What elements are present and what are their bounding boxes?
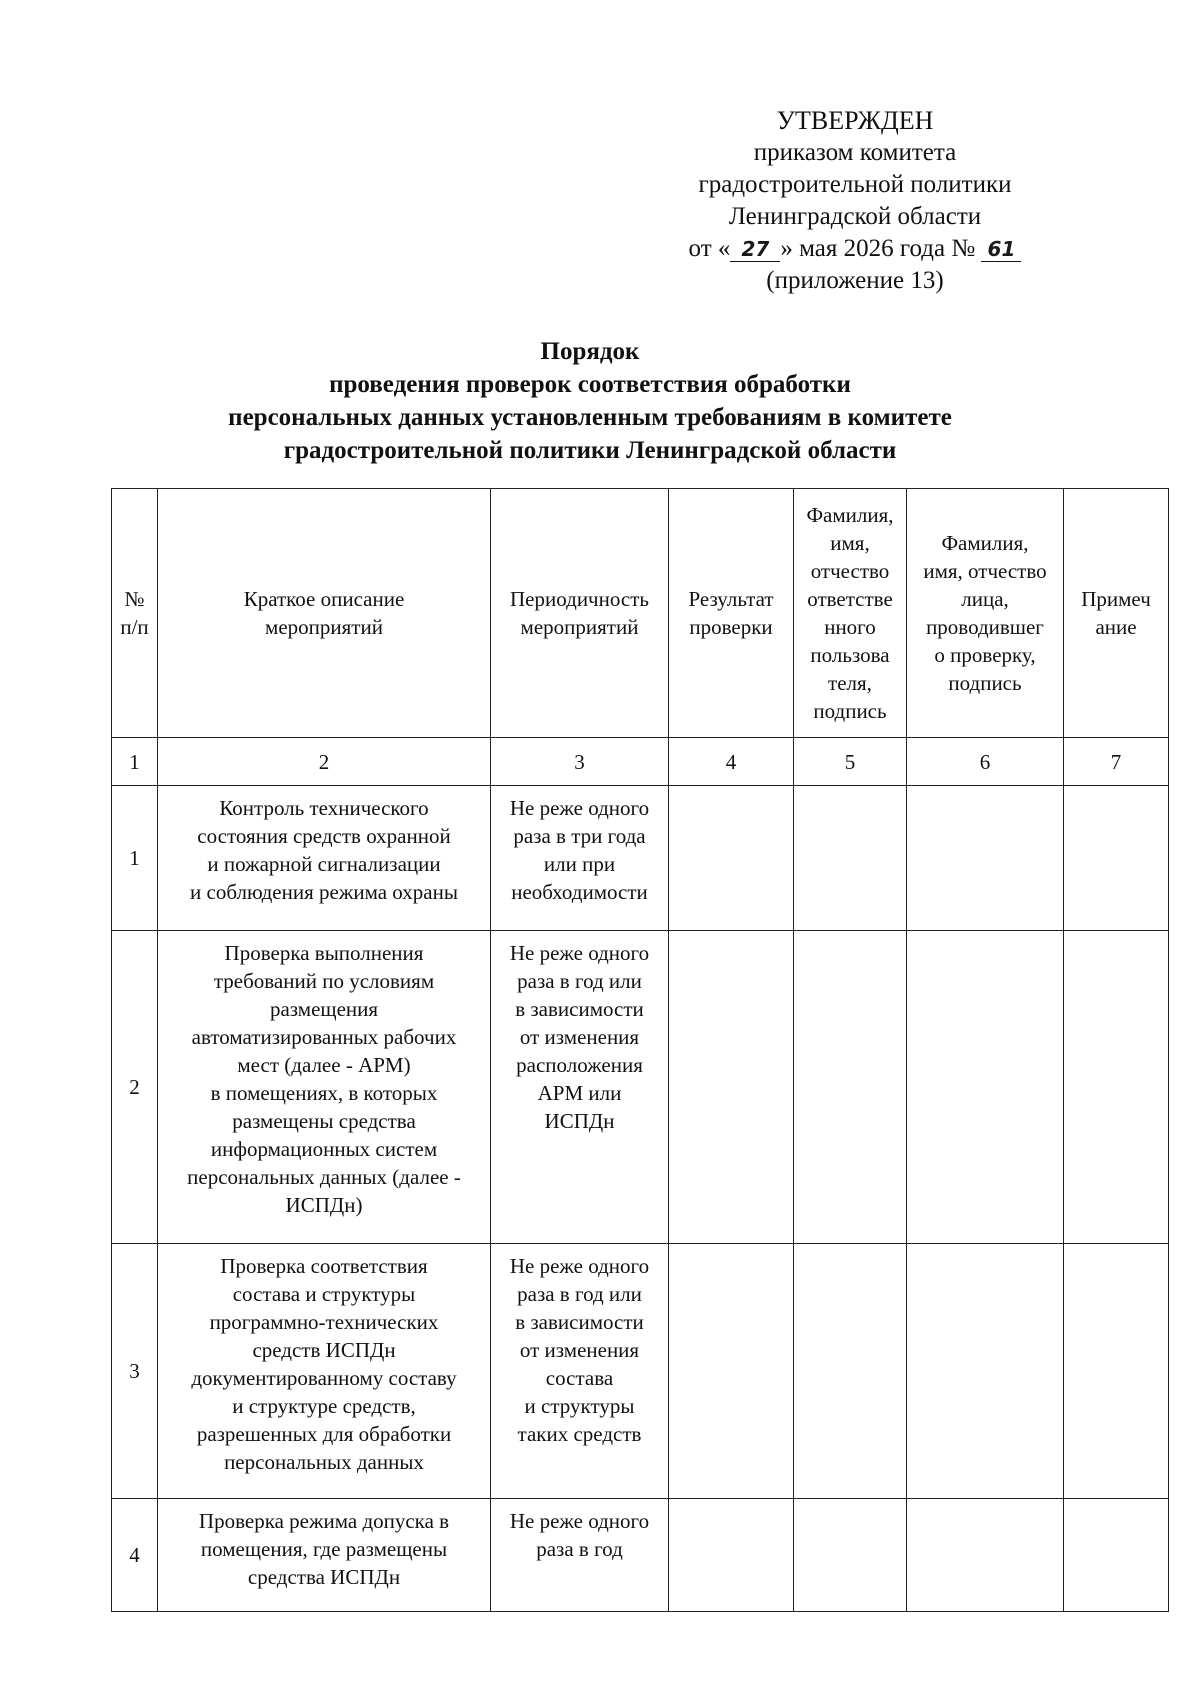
row-number: 4 [112,1499,158,1612]
header-cell-periodicity: Периодичность мероприятий [491,489,669,738]
row-inspector [907,931,1064,1244]
row-inspector [907,1244,1064,1499]
heading-line-4: градостроительной политики Ленинградской области [283,437,897,464]
heading-line-1: Порядок [540,338,640,365]
header-cell-number: № п/п [112,489,158,738]
approval-title: УТВЕРЖДЕН [776,106,934,135]
approval-date-line [655,233,1055,265]
handwritten-day: 27 [730,237,780,262]
row-note [1064,1244,1169,1499]
column-number: 2 [158,738,491,786]
heading-line-3: персональных данных установленным требованиям в комитете [228,404,952,431]
table-row [112,1244,1169,1499]
table-header-row [112,489,1169,738]
row-result [669,1499,794,1612]
row-description: Проверка соответствия состава и структуры программно-технических средств ИСПДн документированному составу и структуре средств, разрешенных для обработки персональных данных [158,1244,491,1499]
column-number: 3 [491,738,669,786]
approval-line-order: приказом комитета [753,139,957,166]
row-responsible [794,931,907,1244]
approval-appendix: (приложение 13) [766,267,944,294]
row-note [1064,786,1169,931]
row-result [669,786,794,931]
date-middle: » мая 2026 года № [780,235,976,262]
column-number: 1 [112,738,158,786]
header-cell-responsible-user: Фамилия, имя, отчество ответстве нного пользова теля, подпись [794,489,907,738]
header-cell-result: Результат проверки [669,489,794,738]
header-cell-inspector: Фамилия, имя, отчество лица, проводившег о проверку, подпись [907,489,1064,738]
row-result [669,931,794,1244]
row-inspector [907,1499,1064,1612]
column-number-row [112,738,1169,786]
row-responsible [794,1244,907,1499]
table-row [112,931,1169,1244]
column-number: 5 [794,738,907,786]
approval-stamp [655,105,1055,297]
row-periodicity: Не реже одного раза в год или в зависимости от изменения расположения АРМ или ИСПДн [491,931,669,1244]
date-prefix: от « [688,235,731,262]
column-number: 7 [1064,738,1169,786]
heading-line-2: проведения проверок соответствия обработки [329,371,851,398]
row-inspector [907,786,1064,931]
row-note [1064,1499,1169,1612]
header-cell-note: Примеч ание [1064,489,1169,738]
handwritten-order-number: 61 [981,237,1021,262]
row-note [1064,931,1169,1244]
row-description: Контроль технического состояния средств охранной и пожарной сигнализации и соблюдения режима охраны [158,786,491,931]
row-periodicity: Не реже одного раза в год [491,1499,669,1612]
row-description: Проверка режима допуска в помещения, где размещены средства ИСПДн [158,1499,491,1612]
column-number: 4 [669,738,794,786]
row-number: 1 [112,786,158,931]
table-row [112,1499,1169,1612]
approval-line-region: Ленинградской области [728,203,982,230]
row-periodicity: Не реже одного раза в три года или при необходимости [491,786,669,931]
document-heading [180,335,1000,467]
row-description: Проверка выполнения требований по условиям размещения автоматизированных рабочих мест (далее - АРМ) в помещениях, в которых размещены средства информационных систем персональных данных (далее - ИСПДн) [158,931,491,1244]
row-result [669,1244,794,1499]
header-cell-description: Краткое описание мероприятий [158,489,491,738]
inspection-table [111,488,1169,1612]
row-number: 3 [112,1244,158,1499]
row-number: 2 [112,931,158,1244]
approval-line-committee: градостроительной политики [698,171,1012,198]
row-responsible [794,1499,907,1612]
column-number: 6 [907,738,1064,786]
row-periodicity: Не реже одного раза в год или в зависимости от изменения состава и структуры таких средств [491,1244,669,1499]
table-row [112,786,1169,931]
row-responsible [794,786,907,931]
